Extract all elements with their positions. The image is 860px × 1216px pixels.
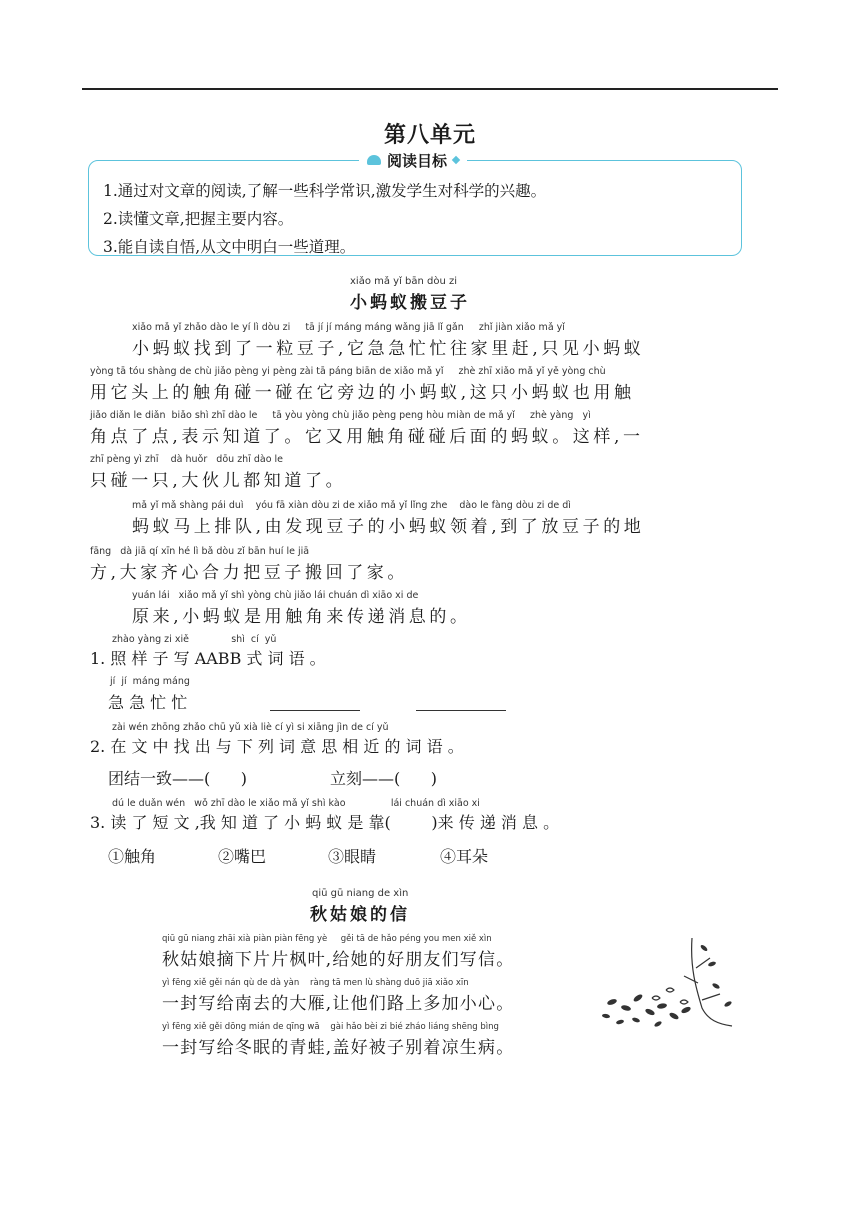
q3-option[interactable]: ④耳朵	[440, 847, 489, 866]
unit-title: 第八单元	[383, 122, 476, 148]
goal-item: 2.读懂文章,把握主要内容。	[103, 210, 294, 228]
pinyin-line: yì fēng xiě gěi dōng mián de qīng wā gài hǎo bèi zi bié zháo liáng shēng bìng	[162, 1022, 499, 1032]
text-line: 秋姑娘摘下片片枫叶,给她的好朋友们写信。	[162, 950, 515, 970]
pinyin-line: yuán lái xiǎo mǎ yǐ shì yòng chù jiǎo lái chuán dì xiāo xi de	[132, 590, 419, 601]
pinyin-line: xiǎo mǎ yǐ zhǎo dào le yí lì dòu zi tā jí jí máng máng wǎng jiā lǐ gǎn zhǐ jiàn xiǎo mǎ yǐ	[132, 322, 565, 333]
answer-blank[interactable]	[270, 710, 360, 711]
question-2: 2. 在 文 中 找 出 与 下 列 词 意 思 相 近 的 词 语 。	[90, 737, 464, 756]
text-line: 方,大家齐心合力把豆子搬回了家。	[90, 563, 409, 583]
q3-option[interactable]: ②嘴巴	[218, 847, 267, 866]
pinyin-line: zhī pèng yì zhī dà huǒr dōu zhī dào le	[90, 454, 284, 465]
q3-option[interactable]: ③眼睛	[328, 847, 377, 866]
text-line: 蚂蚁马上排队,由发现豆子的小蚂蚁领着,到了放豆子的地	[132, 517, 645, 537]
pinyin-line: yì fēng xiě gěi nán qù de dà yàn ràng tā men lù shàng duō jiā xiǎo xīn	[162, 978, 469, 988]
answer-blank[interactable]	[416, 710, 506, 711]
q3-pinyin: dú le duǎn wén wǒ zhī dào le xiǎo mǎ yǐ shì kào lái chuán dì xiāo xi	[112, 798, 480, 809]
goal-item: 1.通过对文章的阅读,了解一些科学常识,激发学生对科学的兴趣。	[103, 182, 547, 200]
passage1-title-pinyin: xiǎo mǎ yǐ bān dòu zi	[350, 276, 458, 287]
text-line: 用它头上的触角碰一碰在它旁边的小蚂蚁,这只小蚂蚁也用触	[90, 383, 635, 403]
maple-leaf-branch-icon	[592, 928, 742, 1038]
top-rule	[82, 88, 778, 90]
q2-item[interactable]: 立刻——( )	[330, 769, 438, 788]
pinyin-line: mǎ yǐ mǎ shàng pái duì yóu fā xiàn dòu zi de xiǎo mǎ yǐ lǐng zhe dào le fàng dòu zi de dì	[132, 500, 571, 511]
passage2-title: 秋姑娘的信	[310, 905, 410, 925]
diamond-icon	[452, 156, 460, 164]
passage2-title-pinyin: qiū gū niang de xìn	[312, 888, 409, 899]
q1-example-pinyin: jí jí máng máng	[110, 676, 190, 687]
q3-option[interactable]: ①触角	[108, 847, 157, 866]
passage1-title: 小蚂蚁搬豆子	[350, 293, 470, 313]
pinyin-line: qiū gū niang zhāi xià piàn piàn fēng yè gěi tā de hǎo péng you men xiě xìn	[162, 934, 492, 944]
goal-item: 3.能自读自悟,从文中明白一些道理。	[103, 238, 356, 256]
text-line: 角点了点,表示知道了。它又用触角碰碰后面的蚂蚁。这样,一	[90, 427, 644, 447]
text-line: 一封写给南去的大雁,让他们路上多加小心。	[162, 994, 515, 1014]
reading-goals-box	[88, 151, 742, 256]
q2-pinyin: zài wén zhōng zhǎo chū yǔ xià liè cí yì si xiāng jìn de cí yǔ	[112, 722, 389, 733]
pinyin-line: jiǎo diǎn le diǎn biǎo shì zhī dào le tā yòu yòng chù jiǎo pèng peng hòu miàn de mǎ yǐ zhè yàng yì	[90, 410, 591, 421]
question-1: 1. 照 样 子 写 AABB 式 词 语 。	[90, 649, 326, 668]
reading-goals-tag	[359, 150, 467, 170]
pinyin-line: yòng tā tóu shàng de chù jiǎo pèng yi pèng zài tā páng biān de xiǎo mǎ yǐ zhè zhī xiǎo mǎ yǐ yě yòng chù	[90, 366, 606, 377]
text-line: 只碰一只,大伙儿都知道了。	[90, 471, 347, 491]
q2-item[interactable]: 团结一致——( )	[108, 769, 248, 788]
text-line: 一封写给冬眠的青蛙,盖好被子别着凉生病。	[162, 1038, 515, 1058]
text-line: 小蚂蚁找到了一粒豆子,它急急忙忙往家里赶,只见小蚂蚁	[132, 339, 645, 359]
reading-goals-label: 阅读目标	[387, 151, 448, 170]
text-line: 原来,小蚂蚁是用触角来传递消息的。	[132, 607, 471, 627]
flower-icon	[367, 155, 381, 165]
q1-example: 急 急 忙 忙	[108, 693, 188, 712]
q1-pinyin: zhào yàng zi xiě shì cí yǔ	[112, 634, 277, 645]
pinyin-line: fāng dà jiā qí xīn hé lì bǎ dòu zǐ bān huí le jiā	[90, 546, 310, 557]
question-3: 3. 读 了 短 文 ,我 知 道 了 小 蚂 蚁 是 靠( )来 传 递 消 息 。	[90, 813, 560, 832]
